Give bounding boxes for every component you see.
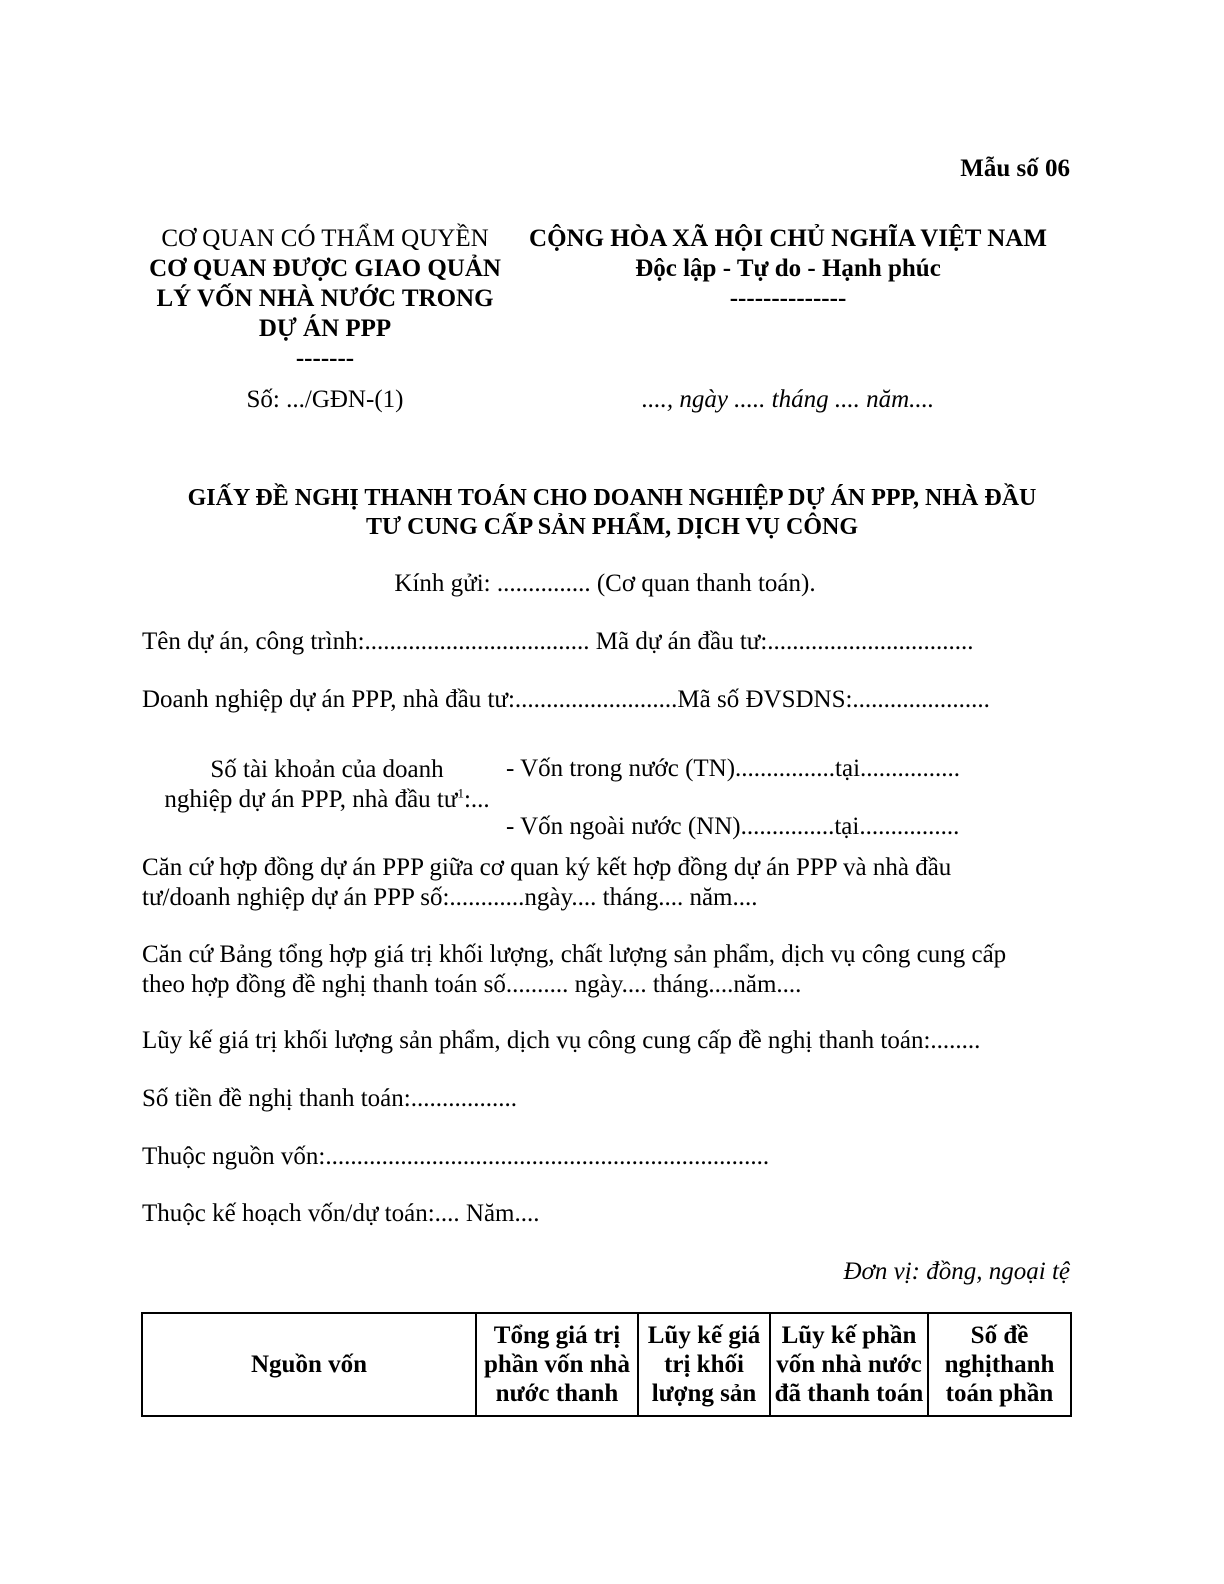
unit-note: Đơn vị: đồng, ngoại tệ bbox=[843, 1258, 1070, 1285]
summary-basis bbox=[142, 940, 1006, 1000]
header-capital-source: Nguồn vốn bbox=[142, 1313, 476, 1416]
agency-line-3: LÝ VỐN NHÀ NƯỚC TRONG bbox=[156, 285, 494, 312]
contract-basis bbox=[142, 853, 951, 913]
account-label-line-1: Số tài khoản của doanh bbox=[210, 756, 444, 783]
nation-motto: Độc lập - Tự do - Hạnh phúc bbox=[635, 255, 941, 282]
header-requested-amount: Số đề nghịthanh toán phần bbox=[928, 1313, 1071, 1416]
footnote-marker: 1 bbox=[457, 785, 464, 801]
document-number: Số: .../GĐN-(1) bbox=[246, 386, 404, 413]
capital-source-field: Thuộc nguồn vốn:....................................................................... bbox=[142, 1143, 770, 1170]
cumulative-value-field: Lũy kế giá trị khối lượng sản phẩm, dịch vụ công cung cấp đề nghị thanh toán:........ bbox=[142, 1027, 981, 1054]
title-line-1: GIẤY ĐỀ NGHỊ THANH TOÁN CHO DOANH NGHIỆP DỰ ÁN PPP, NHÀ ĐẦU bbox=[187, 485, 1037, 511]
header-total-state-capital: Tổng giá trị phần vốn nhà nước thanh bbox=[476, 1313, 638, 1416]
nation-header bbox=[510, 224, 1066, 314]
project-name-field: Tên dự án, công trình:.................................... Mã dự án đầu tư:................................. bbox=[142, 628, 974, 655]
document-title bbox=[100, 484, 1124, 542]
table-header-row bbox=[142, 1313, 1071, 1416]
domestic-capital-field: - Vốn trong nước (TN)................tại................ bbox=[506, 755, 961, 782]
capital-plan-field: Thuộc kế hoạch vốn/dự toán:.... Năm.... bbox=[142, 1200, 540, 1227]
agency-line-2: CƠ QUAN ĐƯỢC GIAO QUẢN bbox=[149, 255, 501, 282]
enterprise-field: Doanh nghiệp dự án PPP, nhà đầu tư:..........................Mã số ĐVSDNS:...................... bbox=[142, 686, 990, 713]
recipient: Kính gửi: ............... (Cơ quan thanh toán). bbox=[394, 570, 816, 597]
contract-basis-line-1: Căn cứ hợp đồng dự án PPP giữa cơ quan ký kết hợp đồng dự án PPP và nhà đầu bbox=[142, 854, 952, 881]
header-cumulative-paid: Lũy kế phần vốn nhà nước đã thanh toán bbox=[770, 1313, 928, 1416]
agency-line-1: CƠ QUAN CÓ THẨM QUYỀN bbox=[161, 225, 489, 252]
foreign-capital-field: - Vốn ngoài nước (NN)...............tại................ bbox=[506, 813, 960, 840]
summary-basis-line-1: Căn cứ Bảng tổng hợp giá trị khối lượng, chất lượng sản phẩm, dịch vụ công cung cấp bbox=[142, 941, 1007, 968]
header-cumulative-volume: Lũy kế giá trị khối lượng sản bbox=[638, 1313, 770, 1416]
nation-title: CỘNG HÒA XÃ HỘI CHỦ NGHĨA VIỆT NAM bbox=[529, 225, 1047, 252]
document-date: ...., ngày ..... tháng .... năm.... bbox=[641, 386, 935, 413]
account-label bbox=[142, 755, 512, 815]
agency-line-4: DỰ ÁN PPP bbox=[258, 315, 392, 342]
account-label-line-2: nghiệp dự án PPP, nhà đầu $tư^1$:... bbox=[164, 785, 490, 813]
capital-table bbox=[141, 1312, 1072, 1417]
payment-amount-field: Số tiền đề nghị thanh toán:................. bbox=[142, 1085, 517, 1112]
agency-header bbox=[140, 224, 510, 374]
summary-basis-line-2: theo hợp đồng đề nghị thanh toán số.......... ngày.... tháng....năm.... bbox=[142, 971, 802, 998]
nation-divider: -------------- bbox=[729, 285, 847, 312]
form-number: Mẫu số 06 bbox=[960, 155, 1070, 182]
contract-basis-line-2: tư/doanh nghiệp dự án PPP số:............ngày.... tháng.... năm.... bbox=[142, 884, 758, 911]
title-line-2: TƯ CUNG CẤP SẢN PHẨM, DỊCH VỤ CÔNG bbox=[366, 514, 858, 540]
agency-divider: ------- bbox=[295, 345, 355, 372]
